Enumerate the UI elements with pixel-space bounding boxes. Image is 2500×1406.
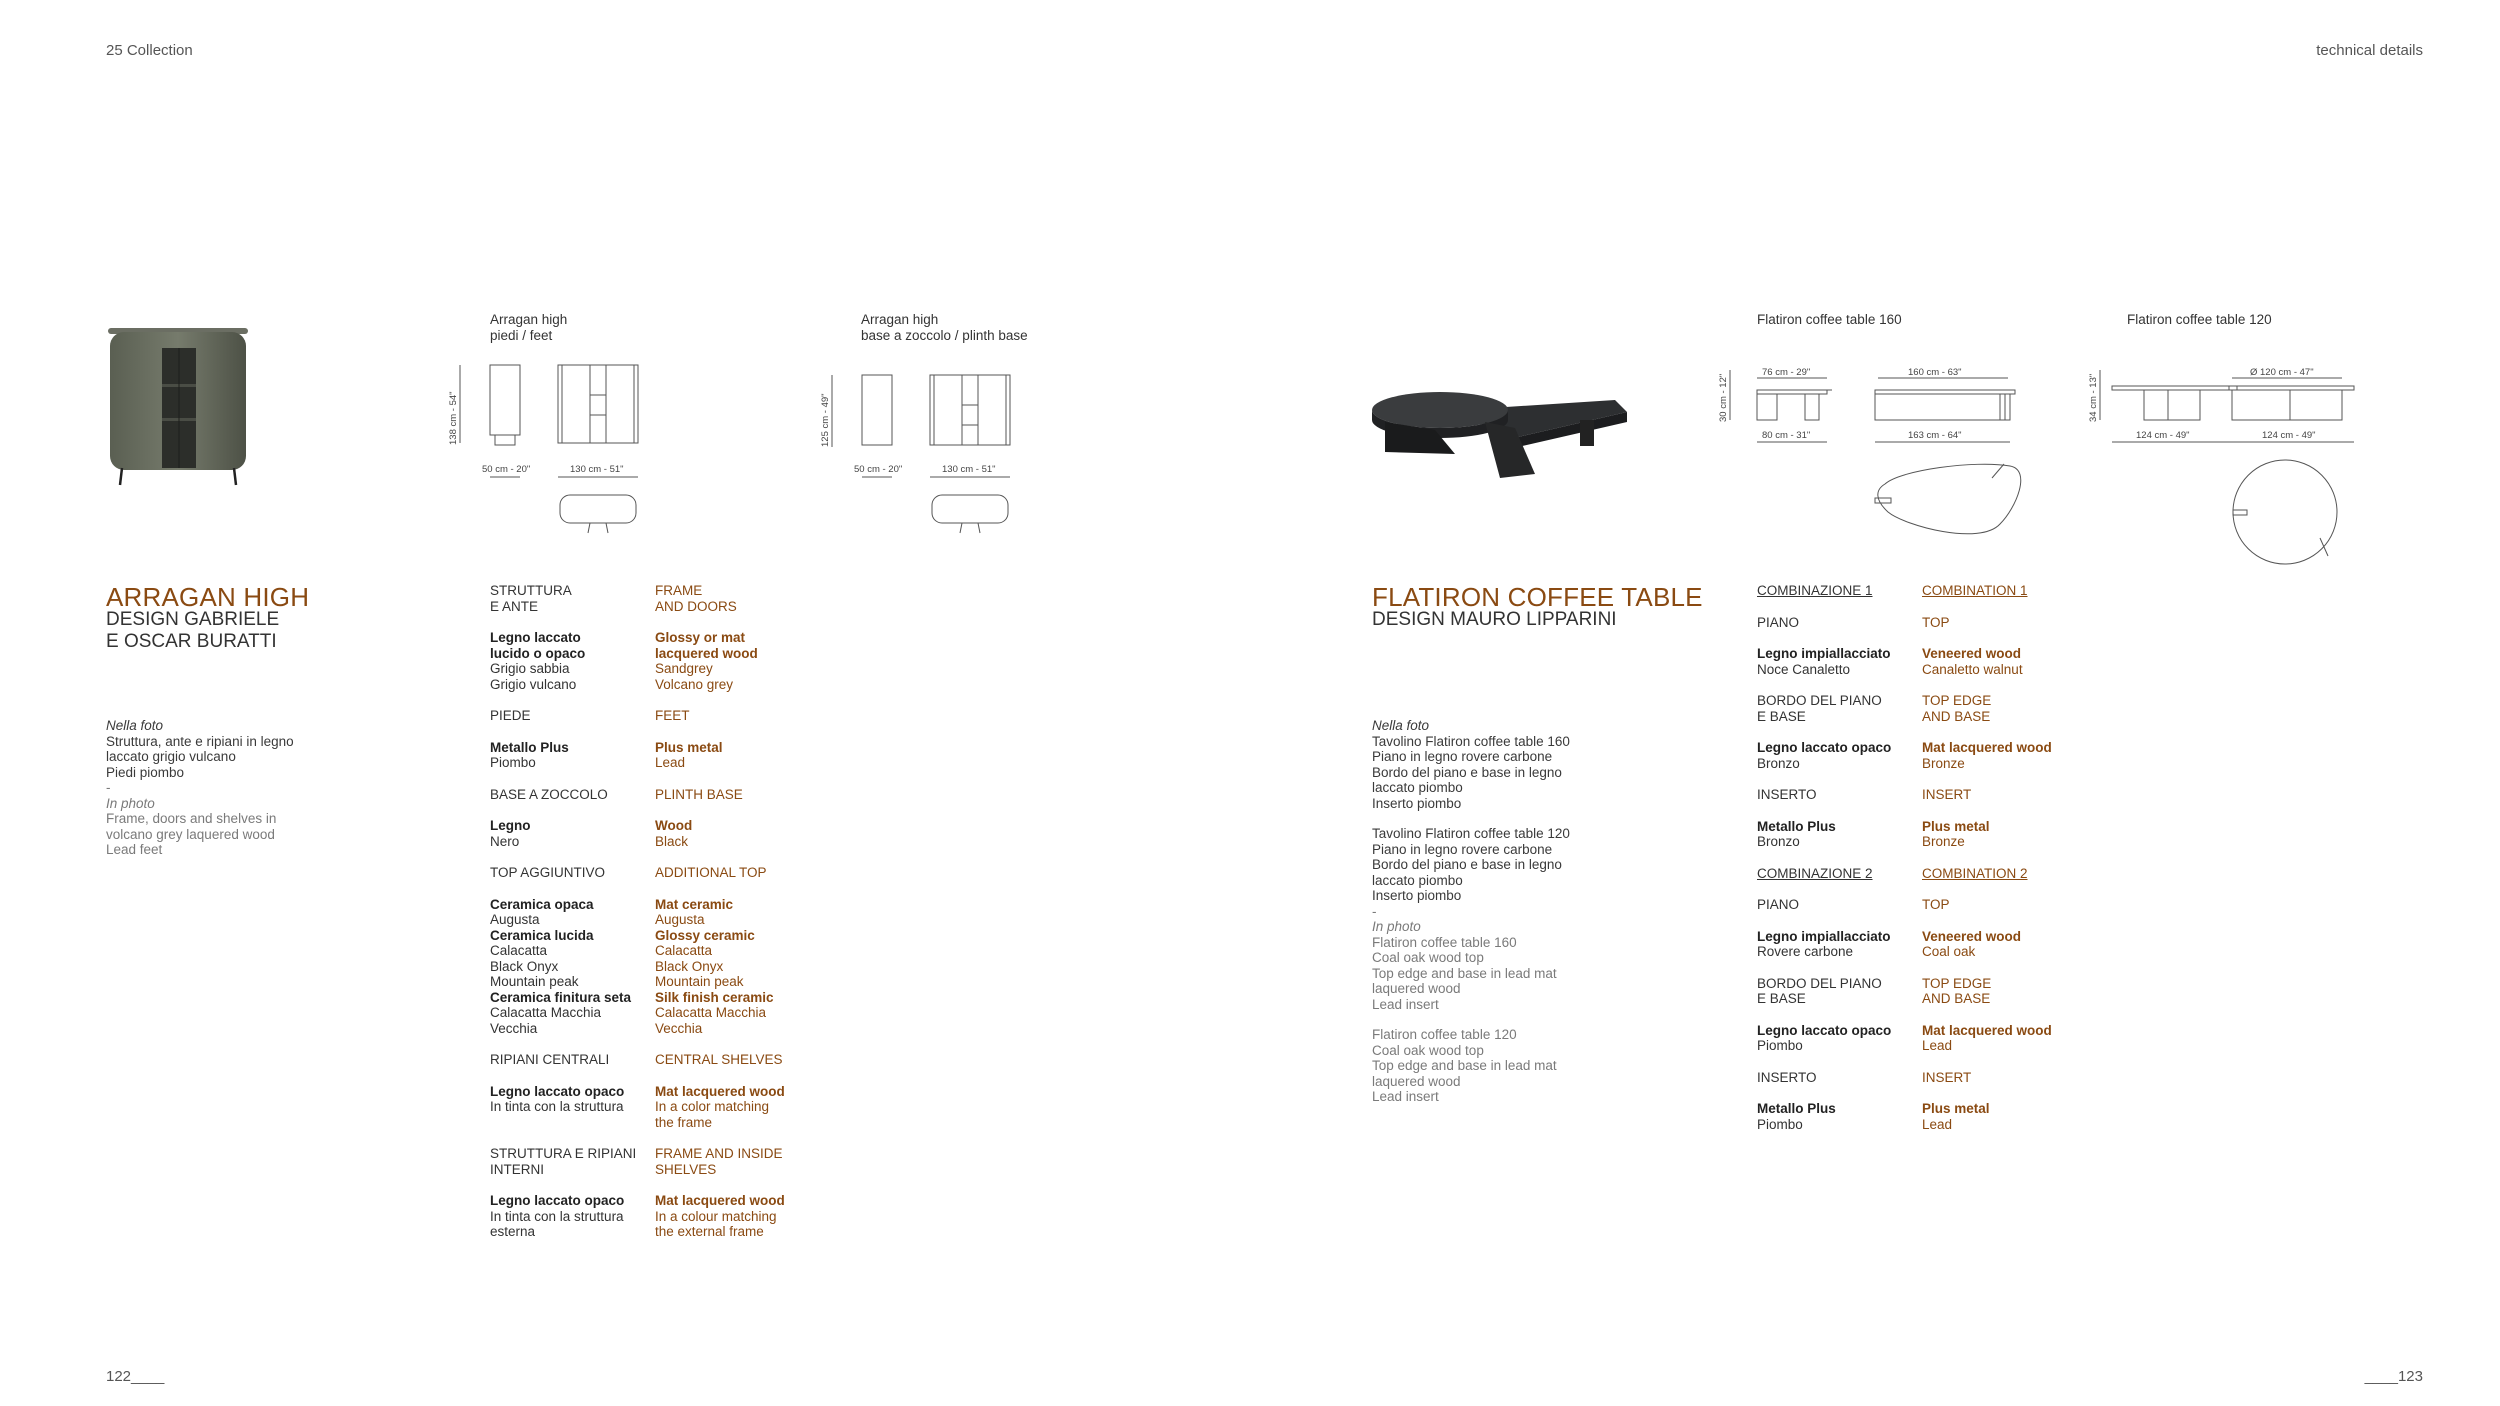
spec-heading-en: COMBINATION 1: [1922, 583, 2028, 598]
spec-line-it: Metallo Plus: [490, 739, 569, 755]
dim-width: 130 cm - 51": [570, 464, 624, 475]
spec-heading-en: TOP EDGE AND BASE: [1922, 975, 1992, 1006]
spec-group: [1757, 819, 2097, 850]
spec-line-it: Grigio vulcano: [490, 676, 577, 692]
caption-it-text-2: Tavolino Flatiron coffee table 120 Piano in legno rovere carbone Bordo del piano e base in legno laccato piombo Inserto piombo: [1372, 826, 1570, 903]
spec-line: [1757, 1038, 2097, 1054]
product-title-arragan: ARRAGAN HIGH: [106, 582, 310, 612]
spec-line: [490, 897, 830, 913]
photo-caption-arragan: [106, 718, 346, 858]
spec-line-it: Piombo: [1757, 1116, 1803, 1132]
spec-line-it: Bronzo: [1757, 834, 1800, 849]
spec-line-en: Mountain peak: [655, 974, 744, 989]
spec-line: [490, 912, 830, 928]
caption-en-text-1: Flatiron coffee table 160 Coal oak wood top Top edge and base in lead mat laquered wood Lead insert: [1372, 934, 1557, 1012]
spec-line-en: Wood: [655, 818, 693, 833]
spec-line-en: Mat lacquered wood: [1922, 740, 2052, 755]
spec-heading: [490, 865, 830, 881]
spec-line-it: Rovere carbone: [1757, 944, 1854, 959]
drawing-label-arragan-feet: Arragan high piedi / feet: [490, 312, 568, 343]
spec-line: [1757, 1023, 2097, 1039]
spec-heading-it: PIEDE: [490, 708, 531, 723]
dim-diameter: Ø 120 cm - 47": [2250, 367, 2314, 378]
spec-heading-it: PIANO: [1757, 897, 1800, 912]
photo-caption-flatiron: [1372, 718, 1612, 1105]
spec-line-en: Black: [655, 833, 689, 849]
spec-line-en: Lead: [655, 755, 686, 770]
spec-line-en: Augusta: [655, 912, 705, 927]
spec-group: [1757, 1101, 2097, 1132]
page-number-right: ____123: [2364, 1368, 2423, 1385]
spec-line-en: Plus metal: [1922, 818, 1990, 834]
spec-line: [490, 959, 830, 975]
spec-line-en: Veneered wood: [1922, 646, 2022, 661]
spec-line-it: Legno laccato opaco: [490, 1083, 625, 1099]
caption-en-label: In photo: [106, 795, 155, 811]
spec-line: [490, 928, 830, 944]
dim-depth: 50 cm - 20": [854, 464, 903, 475]
spec-heading-it: PIANO: [1757, 614, 1800, 630]
spec-line-it: Legno impiallacciato: [1757, 646, 1891, 661]
spec-line: [490, 974, 830, 990]
spec-heading: [1757, 693, 2097, 724]
spec-group: [490, 818, 830, 849]
spec-line-it: Grigio sabbia: [490, 661, 570, 676]
caption-en-text: Frame, doors and shelves in volcano grey laquered wood Lead feet: [106, 811, 277, 857]
spec-line: [1757, 944, 2097, 960]
spec-line: [490, 1021, 830, 1037]
spec-heading-en: FRAME AND DOORS: [655, 583, 737, 614]
dim-height: 138 cm - 54": [448, 391, 459, 445]
spec-line: [490, 1209, 830, 1240]
spec-line-it: Ceramica finitura seta: [490, 989, 632, 1005]
dim-top-small: 76 cm - 29": [1762, 367, 1811, 378]
spec-line: [490, 1099, 830, 1130]
spec-line-en: Sandgrey: [655, 661, 713, 676]
spec-heading-it: STRUTTURA E RIPIANI INTERNI: [490, 1146, 637, 1177]
spec-line: [490, 661, 830, 677]
spec-line-it: Piombo: [490, 755, 536, 770]
page-number-left: 122____: [106, 1368, 165, 1385]
spec-line-en: Calacatta: [655, 943, 713, 958]
caption-en-label: In photo: [1372, 919, 1421, 934]
dim-bottom-large: 163 cm - 64": [1908, 430, 1962, 441]
spec-line: [490, 990, 830, 1006]
spec-heading: [1757, 976, 2097, 1007]
spec-line-en: Mat lacquered wood: [1922, 1022, 2052, 1038]
spec-line-en: Bronze: [1922, 755, 1965, 771]
spec-line-en: Coal oak: [1922, 944, 1976, 959]
spec-heading-it: INSERTO: [1757, 787, 1817, 802]
spec-heading: [1757, 1070, 2097, 1086]
spec-line-it: Nero: [490, 833, 520, 849]
spec-heading-it: STRUTTURA E ANTE: [490, 583, 572, 614]
dim-height: 30 cm - 12": [1718, 373, 1729, 422]
page-number-right-value: 123: [2397, 1368, 2423, 1385]
spec-heading-en: PLINTH BASE: [655, 786, 743, 802]
spec-line: [1757, 1117, 2097, 1133]
spec-heading: [490, 1146, 830, 1177]
spec-heading-en: TOP: [1922, 897, 1950, 912]
spec-line: [490, 1084, 830, 1100]
spec-line: [490, 755, 830, 771]
spec-line-it: Ceramica opaca: [490, 896, 594, 912]
spec-heading: [1757, 787, 2097, 803]
spec-heading-it: BORDO DEL PIANO E BASE: [1757, 975, 1882, 1006]
spec-line: [490, 677, 830, 693]
caption-dash: -: [106, 780, 111, 795]
spec-line-it: Calacatta Macchia: [490, 1005, 602, 1020]
spec-heading-en: ADDITIONAL TOP: [655, 865, 767, 880]
spec-heading: [490, 1052, 830, 1068]
drawing-label-flatiron-160: Flatiron coffee table 160: [1757, 312, 1902, 327]
spec-line-en: Mat ceramic: [655, 896, 734, 912]
spec-line-en: Silk finish ceramic: [655, 989, 774, 1005]
section-label: technical details: [2316, 42, 2423, 59]
spec-line: [1757, 662, 2097, 678]
spec-line-it: Calacatta: [490, 943, 548, 958]
spec-line-en: Lead: [1922, 1038, 1953, 1053]
spec-group: [1757, 1023, 2097, 1054]
spec-line-it: Vecchia: [490, 1020, 538, 1036]
spec-heading-it: COMBINAZIONE 2: [1757, 865, 1873, 881]
product-title-flatiron: FLATIRON COFFEE TABLE: [1372, 582, 1703, 612]
spec-line-en: Black Onyx: [655, 958, 724, 974]
spec-line: [490, 1005, 830, 1021]
spec-line-it: Legno laccato opaco: [1757, 1022, 1892, 1038]
spec-line-en: Glossy ceramic: [655, 927, 755, 943]
spec-group: [490, 630, 830, 692]
arragan-feet-drawing: [440, 355, 670, 540]
product-designer-flatiron: DESIGN MAURO LIPPARINI: [1372, 609, 1617, 630]
spec-heading-it: COMBINAZIONE 1: [1757, 583, 1873, 598]
spec-heading-en: CENTRAL SHELVES: [655, 1052, 783, 1067]
spec-line: [1757, 834, 2097, 850]
spec-heading-en: TOP EDGE AND BASE: [1922, 693, 1992, 724]
spec-line-en: In a color matching the frame: [655, 1099, 770, 1130]
dim-top-large: 160 cm - 63": [1908, 367, 1962, 378]
spec-line-it: Legno laccato opaco: [490, 1193, 625, 1208]
dim-bottom-small: 80 cm - 31": [1762, 430, 1811, 441]
arragan-plinth-drawing: [812, 355, 1042, 540]
spec-line: [1757, 819, 2097, 835]
spec-line: [490, 1193, 830, 1209]
spec-line-en: Glossy or mat lacquered wood: [655, 630, 758, 661]
dim-height: 125 cm - 49": [820, 393, 831, 447]
spec-line: [1757, 646, 2097, 662]
spec-line-en: Volcano grey: [655, 676, 734, 692]
spec-heading-en: COMBINATION 2: [1922, 865, 2028, 881]
spec-group: [490, 740, 830, 771]
spec-line-en: Canaletto walnut: [1922, 661, 2023, 677]
flatiron-120-drawing: [2080, 360, 2380, 570]
spec-line-it: Black Onyx: [490, 958, 559, 974]
spec-group: [490, 1084, 830, 1131]
caption-it-label: Nella foto: [1372, 718, 1430, 733]
spec-heading-en: INSERT: [1922, 787, 1972, 802]
spec-line-it: Legno laccato opaco: [1757, 740, 1892, 755]
spec-heading: [1757, 897, 2097, 913]
collection-label: 25 Collection: [106, 42, 193, 59]
spec-heading: [1757, 866, 2097, 882]
spec-line-en: Plus metal: [1922, 1101, 1990, 1116]
caption-it-label: Nella foto: [106, 718, 164, 733]
spec-line: [1757, 1101, 2097, 1117]
spec-line-en: Bronze: [1922, 834, 1965, 849]
spec-line-it: In tinta con la struttura esterna: [490, 1208, 624, 1239]
spec-heading-en: INSERT: [1922, 1069, 1972, 1085]
caption-dash: -: [1372, 903, 1377, 919]
spec-heading: [1757, 583, 2097, 599]
spec-heading: [490, 708, 830, 724]
spec-line-it: In tinta con la struttura: [490, 1099, 624, 1114]
spec-line-en: In a colour matching the external frame: [655, 1208, 777, 1239]
spec-line: [1757, 740, 2097, 756]
spec-line-it: Mountain peak: [490, 974, 579, 989]
flatiron-photo: [1365, 382, 1635, 492]
spec-heading-it: RIPIANI CENTRALI: [490, 1052, 610, 1067]
spec-group: [490, 1193, 830, 1240]
dim-bottom-left: 124 cm - 49": [2136, 430, 2190, 441]
spec-heading-en: FEET: [655, 708, 690, 723]
caption-en-text-2: Flatiron coffee table 120 Coal oak wood top Top edge and base in lead mat laquered wood Lead insert: [1372, 1027, 1557, 1104]
caption-it-text-1: Tavolino Flatiron coffee table 160 Piano in legno rovere carbone Bordo del piano e base in legno laccato piombo Inserto piombo: [1372, 733, 1570, 811]
dim-bottom-right: 124 cm - 49": [2262, 430, 2316, 441]
spec-line-it: Legno: [490, 818, 531, 833]
spec-line-it: Noce Canaletto: [1757, 661, 1851, 677]
spec-heading: [490, 583, 830, 614]
spec-table-flatiron: [1757, 583, 2097, 1148]
product-designer-arragan: DESIGN GABRIELE E OSCAR BURATTI: [106, 609, 280, 652]
spec-line-en: Mat lacquered wood: [655, 1193, 785, 1208]
spec-line-en: Vecchia: [655, 1020, 703, 1036]
spec-line-it: Bronzo: [1757, 755, 1800, 771]
spec-line: [490, 630, 830, 661]
spec-line: [490, 943, 830, 959]
spec-line-en: Mat lacquered wood: [655, 1083, 785, 1099]
spec-line: [490, 834, 830, 850]
spec-line-it: Metallo Plus: [1757, 818, 1836, 834]
flatiron-160-drawing: [1710, 360, 2040, 560]
drawing-label-flatiron-120: Flatiron coffee table 120: [2127, 312, 2272, 327]
page-number-left-value: 122: [106, 1368, 132, 1385]
spec-heading-it: INSERTO: [1757, 1069, 1817, 1085]
caption-it-text: Struttura, ante e ripiani in legno laccato grigio vulcano Piedi piombo: [106, 733, 294, 780]
spec-line-it: Legno impiallacciato: [1757, 928, 1891, 944]
spec-heading-en: TOP: [1922, 614, 1950, 630]
spec-heading-it: BASE A ZOCCOLO: [490, 786, 608, 802]
dim-depth: 50 cm - 20": [482, 464, 531, 475]
spec-table-arragan: [490, 583, 830, 1256]
spec-line-en: Veneered wood: [1922, 928, 2022, 944]
spec-line: [1757, 756, 2097, 772]
spec-line-it: Legno laccato lucido o opaco: [490, 630, 586, 661]
spec-line: [1757, 929, 2097, 945]
spec-line-it: Metallo Plus: [1757, 1101, 1836, 1116]
spec-line-it: Piombo: [1757, 1038, 1803, 1053]
drawing-label-arragan-plinth: Arragan high base a zoccolo / plinth base: [861, 312, 1028, 343]
spec-line-it: Augusta: [490, 912, 540, 927]
spec-line-en: Lead: [1922, 1116, 1953, 1132]
spec-group: [490, 897, 830, 1037]
spec-heading-en: FRAME AND INSIDE SHELVES: [655, 1146, 783, 1177]
spec-line: [490, 740, 830, 756]
spec-heading-it: BORDO DEL PIANO E BASE: [1757, 693, 1882, 724]
spec-line-en: Plus metal: [655, 739, 723, 755]
spec-group: [1757, 740, 2097, 771]
dim-height: 34 cm - 13": [2088, 373, 2099, 422]
spec-group: [1757, 646, 2097, 677]
spec-group: [1757, 929, 2097, 960]
arragan-high-photo: [100, 318, 260, 488]
spec-line-en: Calacatta Macchia: [655, 1005, 767, 1020]
dim-width: 130 cm - 51": [942, 464, 996, 475]
spec-line: [490, 818, 830, 834]
spec-heading: [1757, 615, 2097, 631]
spec-line-it: Ceramica lucida: [490, 927, 594, 943]
spec-heading-it: TOP AGGIUNTIVO: [490, 865, 606, 880]
spec-heading: [490, 787, 830, 803]
